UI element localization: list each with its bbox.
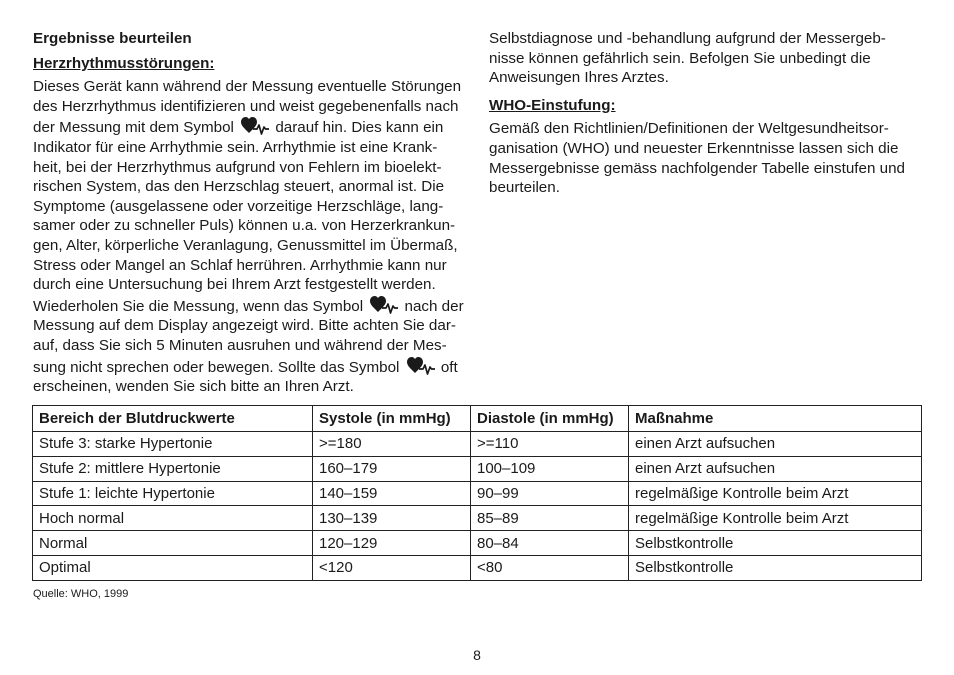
text-line [33,116,473,138]
text-line: beurteilen. [489,179,560,197]
header-systole: Systole (in mmHg) [313,406,471,432]
text-line: Gemäß den Richtlinien/Definitionen der Weltgesundheitsor- [489,120,889,138]
text-line [33,295,473,317]
text-line: Symptome (ausgelassene oder vorzeitige Herzschläge, lang- [33,197,444,215]
text-fragment: sung nicht sprechen oder bewegen. Sollte das Symbol [33,358,404,376]
cell-range: Optimal [33,555,313,580]
text-fragment: nach der [400,297,464,315]
cell-action: Selbstkontrolle [629,555,922,580]
arrhythmia-subheading: Herzrhythmusstörungen: [33,54,215,72]
cell-range: Stufe 1: leichte Hypertonie [33,481,313,506]
text-line: Messergebnisse gemäss nachfolgender Tabelle einstufen und [489,159,905,177]
cell-systole: 160–179 [313,456,471,481]
text-line: auf, dass Sie sich 5 Minuten ausruhen und während der Mes- [33,336,447,354]
cell-action: einen Arzt aufsuchen [629,432,922,457]
table-row [33,456,922,481]
section-heading: Ergebnisse beurteilen [33,30,192,47]
cell-diastole: 100–109 [471,456,629,481]
text-line: gen, Alter, körperliche Veranlagung, Genussmittel im Übermaß, [33,236,458,254]
header-action: Maßnahme [629,406,922,432]
cell-systole: 120–129 [313,531,471,556]
text-line: rischen System, das den Herzschlag steuert, anormal ist. Die [33,178,445,196]
text-line: samer oder zu schneller Puls) können u.a. von Herzerkrankun- [33,217,456,235]
heart-pulse-icon [369,295,399,315]
header-diastole: Diastole (in mmHg) [471,406,629,432]
text-line: Dieses Gerät kann während der Messung eventuelle Störungen [33,78,462,96]
cell-diastole: <80 [471,555,629,580]
table-header-row [33,406,922,432]
who-subheading: WHO-Einstufung: [489,96,616,114]
cell-diastole: 90–99 [471,481,629,506]
cell-action: regelmäßige Kontrolle beim Arzt [629,481,922,506]
table-row [33,481,922,506]
cell-diastole: >=110 [471,432,629,457]
cell-action: regelmäßige Kontrolle beim Arzt [629,506,922,531]
cell-systole: <120 [313,555,471,580]
table-row [33,555,922,580]
text-fragment: Wiederholen Sie die Messung, wenn das Symbol [33,297,368,315]
text-line: Messung auf dem Display angezeigt wird. Bitte achten Sie dar- [33,317,456,335]
text-line: Anweisungen Ihres Arztes. [489,69,669,87]
right-column [489,29,924,206]
text-line [33,356,473,378]
text-line: des Herzrhythmus identifizieren und weist gegebenenfalls nach [33,97,459,115]
cell-action: Selbstkontrolle [629,531,922,556]
cell-action: einen Arzt aufsuchen [629,456,922,481]
arrhythmia-paragraph [33,77,473,397]
text-line: Selbstdiagnose und -behandlung aufgrund der Messergeb- [489,30,886,47]
page-number: 8 [473,647,481,663]
text-fragment: oft [436,358,458,376]
cell-range: Stufe 3: starke Hypertonie [33,432,313,457]
table-body [33,432,922,581]
cell-systole: >=180 [313,432,471,457]
table-row [33,531,922,556]
self-diagnosis-paragraph [489,29,924,88]
text-line: Indikator für eine Arrhythmie sein. Arrhythmie ist eine Krank- [33,138,438,156]
left-column [33,29,473,405]
who-classification-table [32,405,922,581]
table-row [33,432,922,457]
text-line: Stress oder Mangel an Schlaf herrühren. Arrhythmie kann nur [33,256,447,274]
cell-range: Normal [33,531,313,556]
table-row [33,506,922,531]
header-range: Bereich der Blutdruckwerte [33,406,313,432]
text-line: heit, bei der Herzrhythmus aufgrund von Fehlern im bioelekt- [33,158,442,176]
text-fragment: darauf hin. Dies kann ein [271,119,444,137]
cell-range: Stufe 2: mittlere Hypertonie [33,456,313,481]
heart-pulse-icon [406,356,436,376]
source-note: Quelle: WHO, 1999 [33,588,129,600]
text-line: durch eine Untersuchung bei Ihrem Arzt festgestellt werden. [33,276,436,294]
heart-pulse-icon [240,116,270,136]
cell-diastole: 80–84 [471,531,629,556]
cell-range: Hoch normal [33,506,313,531]
text-line: nisse können gefährlich sein. Befolgen Sie unbedingt die [489,49,871,67]
text-line: ganisation (WHO) und neuester Erkenntnisse lassen sich die [489,139,899,157]
cell-systole: 130–139 [313,506,471,531]
text-fragment: der Messung mit dem Symbol [33,119,239,137]
who-paragraph [489,119,924,197]
cell-diastole: 85–89 [471,506,629,531]
text-line: erscheinen, wenden Sie sich bitte an Ihren Arzt. [33,378,354,396]
cell-systole: 140–159 [313,481,471,506]
